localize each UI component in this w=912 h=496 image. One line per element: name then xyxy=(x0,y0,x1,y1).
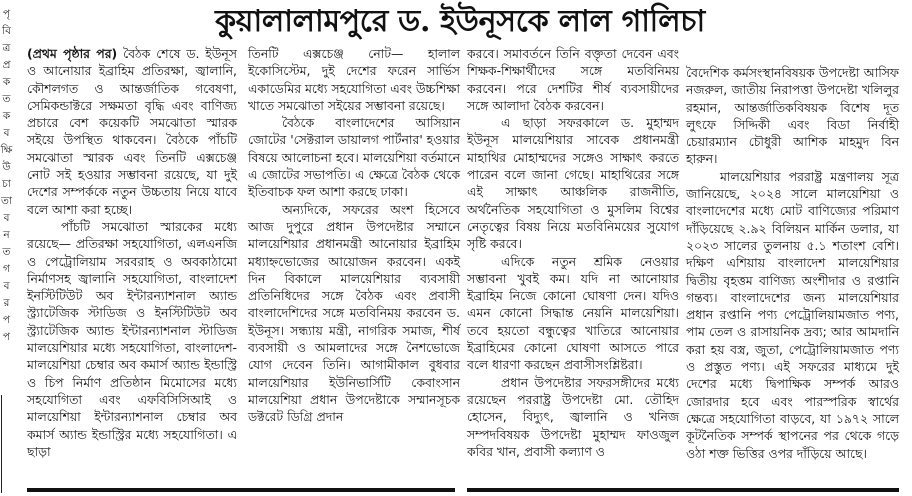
strip-char: ত্র xyxy=(2,42,11,54)
strip-char: চা xyxy=(2,178,11,190)
bottom-box-border-left xyxy=(27,488,455,492)
paragraph: মালয়েশিয়ার পররাষ্ট্র মন্ত্রণালয় সূত্র জানিয়েছে, ২০২৪ সালে মালয়েশিয়া ও বাংলাদেশের মধ্যে মোট বাণিজ্যের পরিমাণ দাঁড়িয়েছে ২.৯২ বিলিয়ন মার্কিন ডলার, যা ২০২৩ সালের তুলনায় ৫.১ শতাংশ বেশি। দক্ষিণ এশিয়ায় বাংলাদেশ মালয়েশিয়ার দ্বিতীয় বৃহত্তম বাণিজ্য অংশীদার ও রপ্তানি গন্তব্য। বাংলাদেশের জন্য মালয়েশিয়ার প্রধান রপ্তানি পণ্য পেট্রোলিয়ামজাত পণ্য, পাম তেল ও রাসায়নিক দ্রব্য; আর আমদানি করা হয় বস্ত্র, জুতা, পেট্রোলিয়ামজাত পণ্য ও প্রস্তুত পণ্য। এই সফরের মাধ্যমে দুই দেশের মধ্যে দ্বিপাক্ষিক সম্পর্ক আরও জোরদার হবে এবং পারস্পরিক স্বার্থের ক্ষেত্রে সহযোগিতা বাড়বে, যা ১৯৭২ সালে কূটনৈতিক সম্পর্ক স্থাপনের পর থেকে গড়ে ওঠা শক্ত ভিত্তির ওপর দাঁড়িয়ে আছে। xyxy=(686,168,899,461)
adjacent-article-strip xyxy=(0,6,13,343)
strip-char: প্র xyxy=(2,59,11,71)
strip-char: পৃ xyxy=(2,8,11,20)
continuation-marker: (প্রথম পৃষ্ঠার পর) xyxy=(27,46,118,61)
bottom-box-border-right xyxy=(467,488,899,492)
strip-char: ক্ষি xyxy=(0,144,13,156)
paragraph: প্রধান উপদেষ্টার সফরসঙ্গীদের মধ্যে রয়েছেন পররাষ্ট্র উপদেষ্টা মো. তৌহিদ হোসেন, বিদ্যুৎ, জ্বালানি ও খনিজ সম্পদবিষয়ক উপদেষ্টা মুহাম্মদ ফাওজুল কবির খান, প্রবাসী কল্যাণ ও xyxy=(467,374,679,459)
strip-char: ব xyxy=(3,280,10,292)
strip-char: ক xyxy=(2,76,11,88)
strip-char: ত xyxy=(2,246,11,258)
paragraph xyxy=(27,45,237,218)
paragraph: এদিকে নতুন শ্রমিক নেওয়ার সম্ভাবনা খুবই কম। যদি না আনোয়ার ইব্রাহিম নিজে কোনো ঘোষণা দেন। যদিও এমন কোনো সিদ্ধান্ত নেয়নি মালয়েশিয়া। তবে হয়তো বন্ধুত্বের খাতিরে আনোয়ার ইব্রাহিমের কোনো ঘোষণা আসতে পারে বলে ধারণা করছেন প্রবাসীসংশ্লিষ্টরা। xyxy=(467,253,679,373)
left-divider xyxy=(1,395,2,493)
paragraph: এ ছাড়া সফরকালে ড. মুহাম্মদ ইউনূস মালয়েশিয়ার সাবেক প্রধানমন্ত্রী মাহাথির মোহাম্মদের সঙ্গেও সাক্ষাৎ করতে পারেন বলে জানা গেছে। মাহাথিরের সঙ্গে এই সাক্ষাৎ আঞ্চলিক রাজনীতি, অর্থনৈতিক সহযোগিতা ও মুসলিম বিশ্বের নেতৃত্বের বিষয় নিয়ে মতবিনিময়ের সুযোগ সৃষ্টি করবে। xyxy=(467,115,679,252)
strip-char: ত xyxy=(2,93,11,105)
strip-char: তা xyxy=(1,195,12,207)
article-column-4 xyxy=(686,64,899,484)
paragraph: করবে। সমাবর্তনে তিনি বক্তৃতা দেবেন এবং শিক্ষক-শিক্ষার্থীদের সঙ্গে মতবিনিময় করবেন। পরে দেশটির শীর্ষ ব্যবসায়ীদের সঙ্গে আলাদা বৈঠক করবেন। xyxy=(467,46,679,113)
strip-char: র xyxy=(3,297,10,309)
paragraph-text: বৈঠক শেষে ড. ইউনূস ও আনোয়ার ইব্রাহিম প্রতিরক্ষা, জ্বালানি, কৌশলগত ও আন্তর্জাতিক গবেষণা, সেমিকন্ডাক্টরে সক্ষমতা বৃদ্ধি এবং বাণিজ্য প্রচারে বেশ কয়েকটি সমঝোতা স্মারক সইয়ে উপস্থিত থাকবেন। বৈঠকে পাঁচটি সমঝোতা স্মারক এবং তিনটি এক্সচেঞ্জ নোট সই হওয়ার সম্ভাবনা রয়েছে, যা দুই দেশের সম্পর্ককে নতুন উচ্চতায় নিয়ে যাবে বলে আশা করা হচ্ছে। xyxy=(27,46,237,217)
strip-char: গ xyxy=(3,263,10,275)
paragraph: তিনটি এক্সচেঞ্জ নোট— হালাল ইকোসিস্টেম, দুই দেশের ফরেন সার্ভিস একাডেমির মধ্যে সহযোগিতা এবং উচ্চশিক্ষা খাতে সমঝোতা সইয়ের সম্ভাবনা রয়েছে। xyxy=(248,46,460,113)
article-column-2 xyxy=(248,45,460,465)
strip-char: প xyxy=(2,314,11,326)
paragraph: পাঁচটি সমঝোতা স্মারকের মধ্যে রয়েছে— প্রতিরক্ষা সহযোগিতা, এলএনজি ও পেট্রোলিয়াম সরবরাহ ও অবকাঠামো নির্মাণসহ জ্বালানি সহযোগিতা, বাংলাদেশ ইনস্টিটিউট অব ইন্টারন্যাশনাল অ্যান্ড স্ট্র্যাটেজিক স্টাডিজ ও ইনস্টিটিউট অব স্ট্র্যাটেজিক অ্যান্ড ইন্টারন্যাশনাল স্টাডিজ মালয়েশিয়ার মধ্যে সহযোগিতা, বাংলাদেশ-মালয়েশিয়া চেম্বার অব কমার্স অ্যান্ড ইন্ডাস্ট্রি ও চিপ নির্মাণ প্রতিষ্ঠান মিমোসের মধ্যে সহযোগিতা এবং এফবিসিসিআই ও মালয়েশিয়া ইন্টারন্যাশনাল চেম্বার অব কমার্স অ্যান্ড ইন্ডাস্ট্রির মধ্যে সহযোগিতা। এ ছাড়া xyxy=(27,218,237,459)
strip-char: ব xyxy=(3,212,10,224)
article-headline: কুয়ালালামপুরে ড. ইউনূসকে লাল গালিচা xyxy=(215,4,705,39)
article-column-3 xyxy=(467,45,679,465)
strip-char: প xyxy=(2,331,11,343)
paragraph: বৈঠকে বাংলাদেশের আসিয়ান জোটের 'সেক্টরাল ডায়ালগ পার্টনার' হওয়ার বিষয়ে আলোচনা হবে। মালয়েশিয়া বর্তমানে এ জোটের সভাপতি। এ ক্ষেত্রে বৈঠক থেকে ইতিবাচক ফল আশা করছে ঢাকা। xyxy=(248,115,461,200)
paragraph: অন্যদিকে, সফরের অংশ হিসেবে আজ দুপুরে প্রধান উপদেষ্টার সম্মানে মালয়েশিয়ার প্রধানমন্ত্রী আনোয়ার ইব্রাহিম মধ্যাহ্নভোজের আয়োজন করবেন। একই দিন বিকালে মালয়েশিয়ার ব্যবসায়ী প্রতিনিধিদের সঙ্গে বৈঠক এবং প্রবাসী বাংলাদেশিদের সঙ্গে মতবিনিময় করবেন ড. ইউনূস। সন্ধ্যায় মন্ত্রী, নাগরিক সমাজ, শীর্ষ ব্যবসায়ী ও আমলাদের সঙ্গে নৈশভোজে যোগ দেবেন তিনি। আগামীকাল বুধবার মালয়েশিয়ার ইউনিভার্সিটি কেবাংসান মালয়েশিয়া প্রধান উপদেষ্টাকে সম্মানসূচক ডক্টরেট ডিগ্রি প্রদান xyxy=(248,201,460,425)
strip-char: বি xyxy=(2,25,11,37)
strip-char: উ xyxy=(2,161,11,173)
paragraph: বৈদেশিক কর্মসংস্থানবিষয়ক উপদেষ্টা আসিফ নজরুল, জাতীয় নিরাপত্তা উপদেষ্টা খলিলুর রহমান, আন্তর্জাতিকবিষয়ক বিশেষ দূত লুৎফে সিদ্দিকী এবং বিডা নির্বাহী চেয়ারম্যান চৌধুরী আশিক মাহমুদ বিন হারুন। xyxy=(686,65,899,167)
strip-char: ন xyxy=(3,229,10,241)
strip-char: ব xyxy=(3,127,10,139)
article-column-1 xyxy=(27,45,237,465)
strip-char: ক xyxy=(2,110,11,122)
